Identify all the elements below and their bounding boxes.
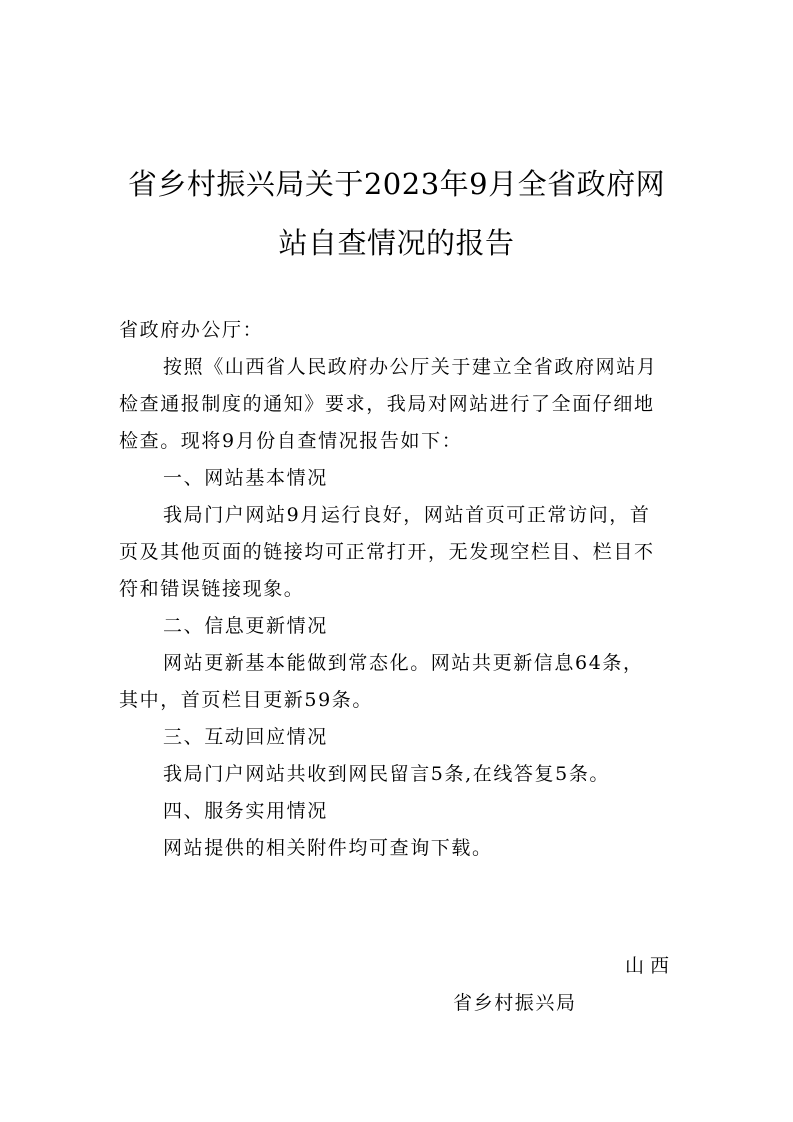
section-heading: 三、互动回应情况 [163,726,328,748]
section-2-paragraph [119,645,679,719]
paragraph-line: 符和错误链接现象。 [119,578,305,600]
intro-line: 检查通报制度的通知》要求，我局对网站进行了全面仔细地 [119,393,655,415]
section-3 [119,719,679,756]
signature-line-2: 省乡村振兴局 [453,992,577,1014]
salutation: 省政府办公厅： [119,319,264,341]
intro-line: 检查。现将9月份自查情况报告如下： [119,430,463,452]
section-3-paragraph [119,756,679,793]
section-2 [119,608,679,645]
signature-line-1: 山西 [625,955,676,977]
document-title-line-2: 站自查情况的报告 [278,226,515,260]
paragraph-line: 其中，首页栏目更新59条。 [119,689,373,711]
document-title-line-1: 省乡村振兴局关于2023年9月全省政府网 [127,167,666,201]
section-1-paragraph [119,497,679,608]
section-heading: 一、网站基本情况 [163,467,328,489]
intro-line: 按照《山西省人民政府办公厅关于建立全省政府网站月 [163,356,658,378]
paragraph-line: 我局门户网站共收到网民留言5条,在线答复5条。 [163,763,611,785]
section-1 [119,460,679,497]
intro-paragraph [119,349,679,460]
paragraph-line: 网站更新基本能做到常态化。网站共更新信息64条， [163,652,644,674]
section-heading: 二、信息更新情况 [163,615,328,637]
section-4-paragraph [119,830,679,867]
paragraph-line: 我局门户网站9月运行良好，网站首页可正常访问，首 [163,504,651,526]
section-4 [119,793,679,830]
paragraph-line: 页及其他页面的链接均可正常打开，无发现空栏目、栏目不 [119,541,655,563]
paragraph-line: 网站提供的相关附件均可查询下载。 [163,837,493,859]
section-heading: 四、服务实用情况 [163,800,328,822]
